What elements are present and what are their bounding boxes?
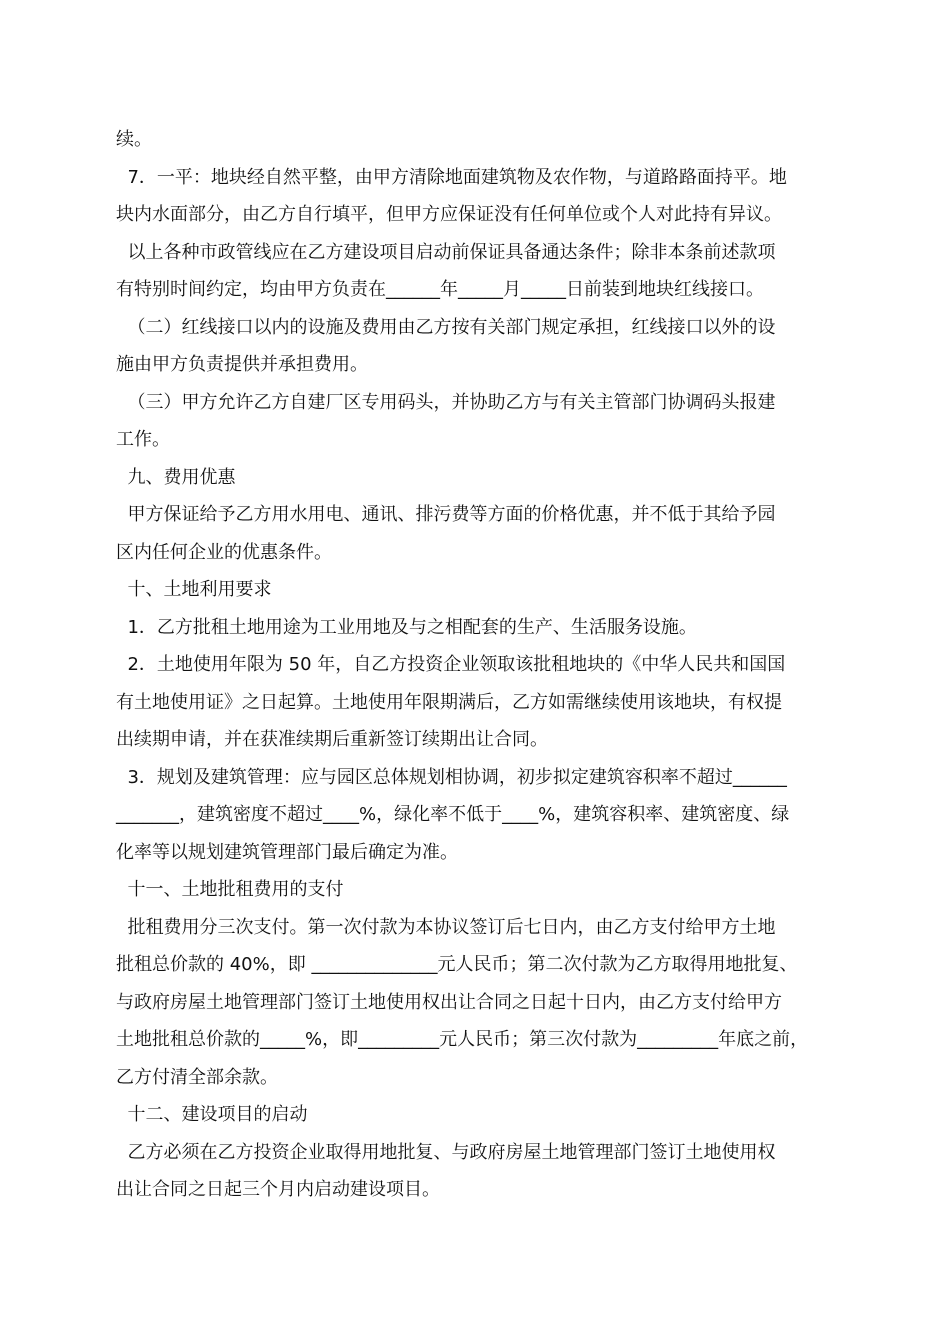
text-line: 续。: [116, 129, 152, 150]
text-line: 土地批租总价款的_____%，即_________元人民币；第三次付款为_________年底之前，: [116, 1029, 809, 1050]
text-line: （二）红线接口以内的设施及费用由乙方按有关部门规定承担，红线接口以外的设: [116, 316, 776, 338]
section-heading: 九、费用优惠: [116, 466, 236, 488]
text-line: 乙方付清全部余款。: [116, 1066, 278, 1088]
text-line: 7．一平：地块经自然平整，由甲方清除地面建筑物及农作物，与道路路面持平。地: [116, 166, 787, 188]
text-line: 2．土地使用年限为 50 年，自乙方投资企业领取该批租地块的《中华人民共和国国: [116, 654, 786, 675]
text-line: _______，建筑密度不超过____%，绿化率不低于____%，建筑容积率、建筑密度、绿: [116, 804, 790, 825]
text-line: 化率等以规划建筑管理部门最后确定为准。: [116, 841, 458, 863]
text-line: 出让合同之日起三个月内启动建设项目。: [116, 1179, 440, 1200]
text-line: 1．乙方批租土地用途为工业用地及与之相配套的生产、生活服务设施。: [116, 616, 697, 638]
text-line: （三）甲方允许乙方自建厂区专用码头，并协助乙方与有关主管部门协调码头报建: [116, 391, 776, 413]
text-line: 与政府房屋土地管理部门签订土地使用权出让合同之日起十日内，由乙方支付给甲方: [116, 991, 782, 1013]
text-line: 块内水面部分，由乙方自行填平，但甲方应保证没有任何单位或个人对此持有异议。: [116, 204, 782, 225]
text-line: 甲方保证给予乙方用水用电、通讯、排污费等方面的价格优惠，并不低于其给予园: [116, 504, 776, 525]
section-heading: 十二、建设项目的启动: [116, 1104, 308, 1125]
text-line: 批租费用分三次支付。第一次付款为本协议签订后七日内，由乙方支付给甲方土地: [116, 916, 776, 938]
text-line: 施由甲方负责提供并承担费用。: [116, 354, 368, 375]
text-line: 出续期申请，并在获准续期后重新签订续期出让合同。: [116, 729, 548, 750]
text-line: 有特别时间约定，均由甲方负责在______年_____月_____日前装到地块红线接口。: [116, 279, 764, 300]
section-heading: 十、土地利用要求: [116, 579, 272, 600]
text-line: 区内任何企业的优惠条件。: [116, 541, 332, 563]
document-body: [116, 121, 838, 1209]
text-line: 批租总价款的 40%，即 ______________元人民币；第二次付款为乙方取得用地批复、: [116, 954, 798, 975]
text-line: 有土地使用证》之日起算。土地使用年限期满后，乙方如需继续使用该地块，有权提: [116, 691, 782, 713]
text-line: 工作。: [116, 429, 170, 450]
text-line: 以上各种市政管线应在乙方建设项目启动前保证具备通达条件；除非本条前述款项: [116, 241, 776, 263]
text-line: 乙方必须在乙方投资企业取得用地批复、与政府房屋土地管理部门签订土地使用权: [116, 1141, 776, 1163]
section-heading: 十一、土地批租费用的支付: [116, 879, 344, 900]
text-line: 3．规划及建筑管理：应与园区总体规划相协调，初步拟定建筑容积率不超过______: [116, 766, 787, 788]
